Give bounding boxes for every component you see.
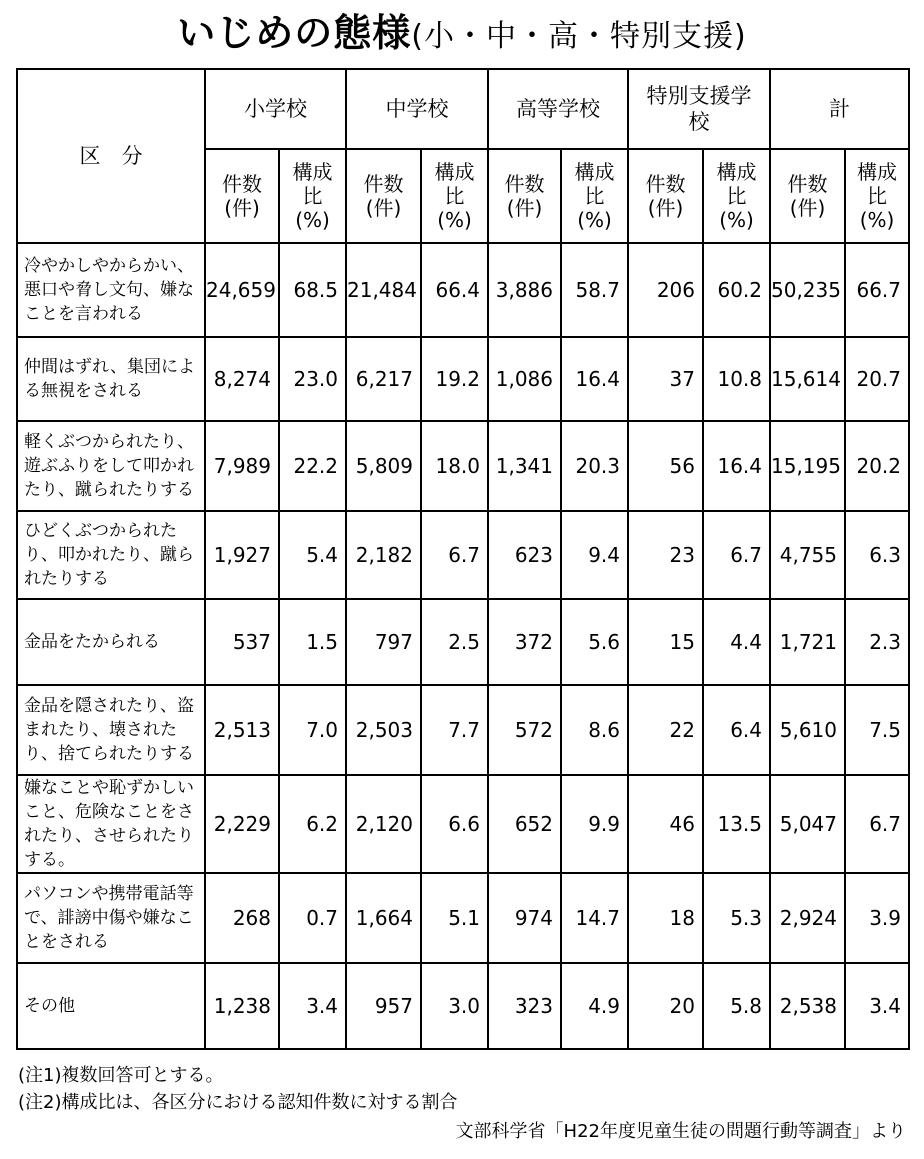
ratio-cell: 2.3 — [845, 599, 909, 685]
ratio-cell: 4.4 — [703, 599, 770, 685]
ratio-cell: 0.7 — [279, 873, 346, 963]
title-sub: (小・中・高・特別支援) — [411, 19, 747, 54]
count-subheader: 件数(件) — [205, 149, 279, 243]
ratio-cell: 4.9 — [561, 963, 628, 1049]
count-cell: 206 — [628, 243, 703, 337]
count-cell: 20 — [628, 963, 703, 1049]
note-1: (注1)複数回答可とする。 — [18, 1065, 224, 1086]
ratio-cell: 58.7 — [561, 243, 628, 337]
count-cell: 50,235 — [770, 243, 845, 337]
row-label: 冷やかしやからかい、悪口や脅し文句、嫌なことを言われる — [17, 243, 205, 337]
ratio-cell: 5.4 — [279, 511, 346, 599]
ratio-subheader: 構成比(%) — [845, 149, 909, 243]
table-row — [17, 873, 909, 963]
count-cell: 6,217 — [346, 337, 421, 421]
ratio-cell: 6.7 — [703, 511, 770, 599]
count-cell: 1,341 — [488, 421, 561, 511]
count-cell: 1,664 — [346, 873, 421, 963]
group-header: 特別支援学校 — [628, 69, 770, 149]
ratio-cell: 1.5 — [279, 599, 346, 685]
ratio-subheader: 構成比(%) — [279, 149, 346, 243]
table-row — [17, 337, 909, 421]
ratio-cell: 5.3 — [703, 873, 770, 963]
ratio-cell: 14.7 — [561, 873, 628, 963]
count-subheader: 件数(件) — [346, 149, 421, 243]
count-cell: 56 — [628, 421, 703, 511]
count-cell: 2,120 — [346, 775, 421, 873]
ratio-cell: 13.5 — [703, 775, 770, 873]
count-cell: 4,755 — [770, 511, 845, 599]
ratio-cell: 9.9 — [561, 775, 628, 873]
count-cell: 268 — [205, 873, 279, 963]
ratio-cell: 20.3 — [561, 421, 628, 511]
note-2: (注2)構成比は、各区分における認知件数に対する割合 — [18, 1092, 458, 1113]
count-cell: 957 — [346, 963, 421, 1049]
count-cell: 22 — [628, 685, 703, 775]
notes — [18, 1062, 458, 1116]
ratio-subheader: 構成比(%) — [561, 149, 628, 243]
row-label: 軽くぶつかられたり、遊ぶふりをして叩かれたり、蹴られたりする — [17, 421, 205, 511]
count-cell: 372 — [488, 599, 561, 685]
count-cell: 1,086 — [488, 337, 561, 421]
ratio-cell: 68.5 — [279, 243, 346, 337]
count-cell: 23 — [628, 511, 703, 599]
ratio-cell: 16.4 — [703, 421, 770, 511]
ratio-cell: 3.4 — [845, 963, 909, 1049]
title-main: いじめの態様 — [177, 11, 412, 55]
ratio-cell: 18.0 — [421, 421, 488, 511]
count-cell: 15,614 — [770, 337, 845, 421]
ratio-cell: 66.4 — [421, 243, 488, 337]
count-cell: 537 — [205, 599, 279, 685]
count-cell: 1,927 — [205, 511, 279, 599]
ratio-cell: 19.2 — [421, 337, 488, 421]
count-cell: 652 — [488, 775, 561, 873]
count-subheader: 件数(件) — [770, 149, 845, 243]
row-label: パソコンや携帯電話等で、誹謗中傷や嫌なことをされる — [17, 873, 205, 963]
group-header: 小学校 — [205, 69, 346, 149]
row-label: 金品を隠されたり、盗まれたり、壊されたり、捨てられたりする — [17, 685, 205, 775]
count-cell: 37 — [628, 337, 703, 421]
table-row — [17, 243, 909, 337]
table-row — [17, 599, 909, 685]
ratio-cell: 7.0 — [279, 685, 346, 775]
ratio-subheader: 構成比(%) — [421, 149, 488, 243]
source-citation: 文部科学省「H22年度児童生徒の問題行動等調査」より — [455, 1121, 906, 1142]
page-title — [0, 2, 924, 57]
count-cell: 2,513 — [205, 685, 279, 775]
ratio-cell: 6.3 — [845, 511, 909, 599]
ratio-cell: 66.7 — [845, 243, 909, 337]
ratio-cell: 20.2 — [845, 421, 909, 511]
count-cell: 623 — [488, 511, 561, 599]
ratio-cell: 2.5 — [421, 599, 488, 685]
count-cell: 5,610 — [770, 685, 845, 775]
table-row — [17, 963, 909, 1049]
count-subheader: 件数(件) — [628, 149, 703, 243]
count-cell: 2,924 — [770, 873, 845, 963]
table-row — [17, 511, 909, 599]
ratio-cell: 9.4 — [561, 511, 628, 599]
row-label: ひどくぶつかられたり、叩かれたり、蹴られたりする — [17, 511, 205, 599]
ratio-subheader: 構成比(%) — [703, 149, 770, 243]
bullying-table — [16, 68, 910, 1050]
count-cell: 5,047 — [770, 775, 845, 873]
group-header: 計 — [770, 69, 909, 149]
count-cell: 24,659 — [205, 243, 279, 337]
ratio-cell: 5.6 — [561, 599, 628, 685]
count-cell: 1,238 — [205, 963, 279, 1049]
table-row — [17, 775, 909, 873]
count-cell: 5,809 — [346, 421, 421, 511]
count-cell: 46 — [628, 775, 703, 873]
count-cell: 2,538 — [770, 963, 845, 1049]
count-cell: 572 — [488, 685, 561, 775]
ratio-cell: 6.7 — [845, 775, 909, 873]
ratio-cell: 10.8 — [703, 337, 770, 421]
ratio-cell: 6.7 — [421, 511, 488, 599]
count-cell: 797 — [346, 599, 421, 685]
ratio-cell: 7.5 — [845, 685, 909, 775]
count-cell: 2,503 — [346, 685, 421, 775]
count-cell: 8,274 — [205, 337, 279, 421]
count-cell: 7,989 — [205, 421, 279, 511]
count-subheader: 件数(件) — [488, 149, 561, 243]
count-cell: 974 — [488, 873, 561, 963]
ratio-cell: 7.7 — [421, 685, 488, 775]
table-row — [17, 421, 909, 511]
ratio-cell: 8.6 — [561, 685, 628, 775]
count-cell: 18 — [628, 873, 703, 963]
ratio-cell: 5.1 — [421, 873, 488, 963]
count-cell: 15 — [628, 599, 703, 685]
count-cell: 3,886 — [488, 243, 561, 337]
count-cell: 15,195 — [770, 421, 845, 511]
ratio-cell: 16.4 — [561, 337, 628, 421]
row-label: 嫌なことや恥ずかしいこと、危険なことをされたり、させられたりする。 — [17, 775, 205, 873]
ratio-cell: 6.2 — [279, 775, 346, 873]
ratio-cell: 3.0 — [421, 963, 488, 1049]
category-header: 区 分 — [17, 69, 205, 243]
count-cell: 323 — [488, 963, 561, 1049]
row-label: 金品をたかられる — [17, 599, 205, 685]
count-cell: 2,229 — [205, 775, 279, 873]
ratio-cell: 60.2 — [703, 243, 770, 337]
ratio-cell: 23.0 — [279, 337, 346, 421]
count-cell: 1,721 — [770, 599, 845, 685]
table-row — [17, 685, 909, 775]
row-label: その他 — [17, 963, 205, 1049]
ratio-cell: 6.6 — [421, 775, 488, 873]
count-cell: 21,484 — [346, 243, 421, 337]
ratio-cell: 6.4 — [703, 685, 770, 775]
group-header: 高等学校 — [488, 69, 628, 149]
ratio-cell: 5.8 — [703, 963, 770, 1049]
group-header: 中学校 — [346, 69, 488, 149]
ratio-cell: 3.4 — [279, 963, 346, 1049]
ratio-cell: 3.9 — [845, 873, 909, 963]
row-label: 仲間はずれ、集団による無視をされる — [17, 337, 205, 421]
ratio-cell: 22.2 — [279, 421, 346, 511]
ratio-cell: 20.7 — [845, 337, 909, 421]
count-cell: 2,182 — [346, 511, 421, 599]
